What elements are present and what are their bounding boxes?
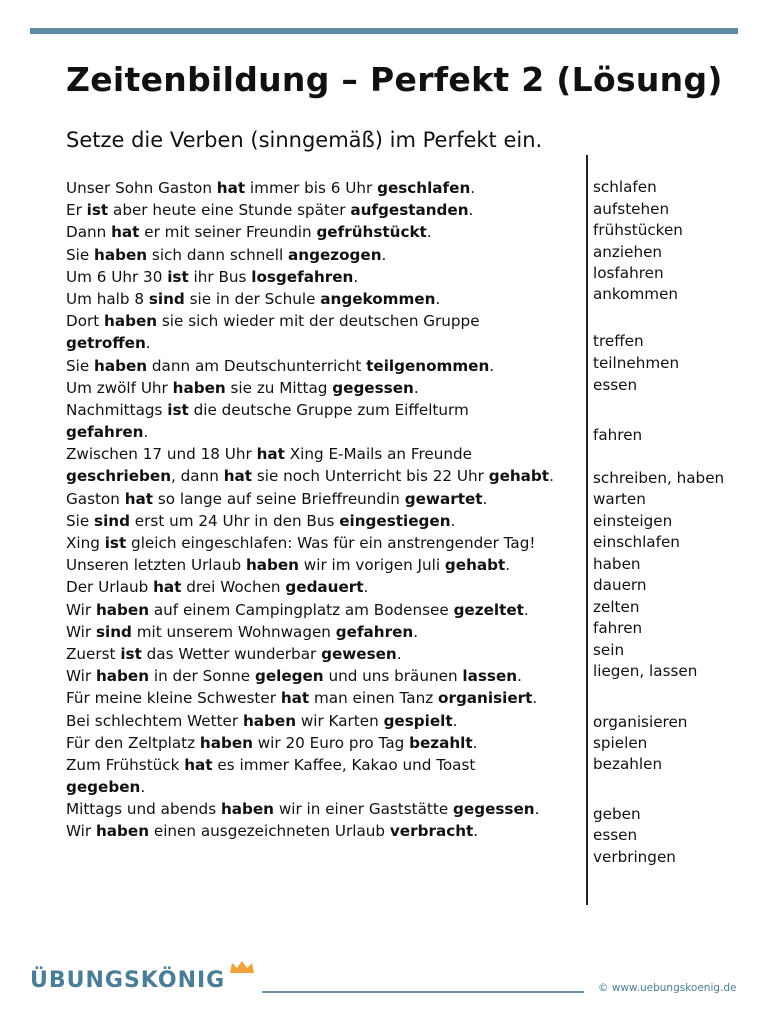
verb-hint: bezahlen: [593, 755, 663, 773]
sentence-text: .: [381, 245, 387, 264]
answer-verb: teilgenommen: [366, 356, 490, 375]
verb-hint: geben: [593, 805, 641, 823]
answer-verb: gedauert: [285, 578, 364, 597]
answer-verb: gegessen: [332, 378, 414, 397]
sentence-text: Für meine kleine Schwester: [66, 689, 281, 708]
sentence-text: drei Wochen: [181, 578, 286, 597]
logo-text: ÜBUNGSKÖNIG: [30, 968, 226, 993]
answer-verb: haben: [95, 667, 150, 686]
sentence-line: [66, 532, 586, 554]
answer-verb: hat: [184, 755, 213, 774]
sentence-text: die deutsche Gruppe zum Eiffelturm: [188, 400, 469, 419]
sentence-line: [66, 554, 586, 576]
sentence-text: man einen Tanz: [309, 689, 439, 708]
sentence-text: wir im vorigen Juli: [298, 556, 445, 575]
sentence-text: so lange auf seine Brieffreundin: [153, 489, 405, 508]
answer-verb: gewartet: [404, 489, 483, 508]
sentence-text: mit unserem Wohnwagen: [131, 622, 336, 641]
sentence-line: [66, 310, 586, 332]
answer-verb: ist: [167, 267, 189, 286]
sentence-text: .: [396, 644, 402, 663]
sentence-text: Zwischen 17 und 18 Uhr: [66, 445, 257, 464]
verb-hint: frühstücken: [593, 221, 683, 239]
sentence-line: [66, 266, 586, 288]
sentence-text: Sie: [66, 245, 95, 264]
footer-divider: [262, 991, 584, 993]
sentence-line: [66, 399, 586, 421]
sentence-text: .: [413, 622, 419, 641]
answer-verb: sind: [94, 511, 130, 530]
answer-verb: gefahren: [335, 622, 414, 641]
sentence-line: [66, 820, 586, 842]
verb-hint: losfahren: [593, 264, 664, 282]
sentence-line: [66, 754, 586, 776]
sentence-line: [66, 377, 586, 399]
sentence-text: .: [470, 179, 476, 197]
sentence-text: Unser Sohn Gaston: [66, 179, 217, 197]
sentence-line: [66, 687, 586, 709]
sentence-text: er mit seiner Freundin: [139, 223, 317, 242]
sentence-text: aber heute eine Stunde später: [108, 201, 351, 220]
sentence-text: .: [482, 489, 488, 508]
sentence-text: Xing: [66, 534, 105, 552]
sentence-text: Er: [66, 201, 87, 220]
answer-verb: verbracht: [389, 822, 474, 841]
sentence-text: es immer Kaffee, Kakao und Toast: [212, 755, 476, 774]
sentence-line: [66, 643, 586, 665]
sentence-text: dann am Deutschunterricht: [147, 356, 367, 375]
answer-verb: ist: [167, 400, 189, 419]
answer-verb: gefahren: [66, 423, 144, 442]
verb-hint: spielen: [593, 734, 648, 752]
sentence-text: .: [473, 822, 479, 841]
sentence-text: Für den Zeltplatz: [66, 733, 200, 752]
sentence-text: .: [489, 356, 495, 375]
sentence-line: [66, 177, 586, 199]
sentence-line: [66, 355, 586, 377]
sentence-line: [66, 332, 586, 354]
answer-verb: gegessen: [453, 800, 535, 819]
answer-verb: haben: [94, 245, 148, 264]
answer-verb: ist: [86, 201, 109, 220]
sentence-text: ihr Bus: [188, 267, 252, 286]
answer-verb: eingestiegen: [339, 511, 451, 530]
answer-verb: hat: [153, 578, 182, 597]
sentence-text: Nachmittags: [66, 400, 168, 419]
answer-verb: haben: [242, 711, 297, 730]
answer-verb: sind: [95, 622, 132, 641]
sentence-text: .: [532, 689, 538, 708]
sentence-text: Sie: [66, 511, 95, 530]
column-divider: [586, 155, 588, 905]
verb-hint: zelten: [593, 598, 640, 616]
sentence-text: sich dann schnell: [147, 245, 289, 264]
answer-verb: hat: [124, 489, 154, 508]
answer-verb: angekommen: [320, 289, 436, 308]
verb-hint: schlafen: [593, 178, 657, 196]
sentence-text: das Wetter wunderbar: [141, 644, 322, 663]
sentence-text: .: [143, 423, 149, 442]
sentence-text: gleich eingeschlafen: Was für ein anstrengender Tag!: [126, 534, 536, 552]
verb-hint: liegen, lassen: [593, 662, 698, 680]
sentence-line: [66, 221, 586, 243]
verb-hint: fahren: [593, 426, 643, 444]
sentence-text: wir in einer Gaststätte: [274, 800, 454, 819]
sentence-text: Um zwölf Uhr: [66, 378, 173, 397]
verb-hint: dauern: [593, 576, 647, 594]
verb-hint: essen: [593, 376, 638, 394]
sentence-text: .: [534, 800, 540, 819]
sentence-line: [66, 776, 586, 798]
verb-hint: ankommen: [593, 285, 679, 303]
answer-verb: haben: [95, 822, 150, 841]
verb-hint: verbringen: [593, 848, 676, 866]
sentence-text: Dort: [66, 312, 105, 331]
answer-verb: gegeben: [66, 778, 141, 797]
sentence-text: .: [413, 378, 419, 397]
sentence-text: .: [140, 778, 146, 797]
sentence-line: [66, 599, 586, 621]
exercise-sentences: [66, 177, 586, 843]
instruction-text: Setze die Verben (sinngemäß) im Perfekt ein.: [66, 128, 543, 152]
sentence-text: Sie: [66, 356, 95, 375]
verb-hint: aufstehen: [593, 200, 670, 218]
answer-verb: ist: [120, 644, 142, 663]
answer-verb: sind: [148, 289, 185, 308]
sentence-text: Bei schlechtem Wetter: [66, 711, 243, 730]
sentence-text: in der Sonne: [149, 667, 255, 686]
sentence-text: .: [435, 289, 441, 308]
page-title: Zeitenbildung – Perfekt 2 (Lösung): [66, 60, 723, 99]
answer-verb: hat: [111, 223, 140, 242]
sentence-text: .: [426, 223, 432, 242]
sentence-text: Der Urlaub: [66, 578, 154, 597]
answer-verb: haben: [94, 356, 148, 375]
sentence-text: immer bis 6 Uhr: [245, 179, 378, 197]
answer-verb: haben: [172, 378, 226, 397]
sentence-line: [66, 288, 586, 310]
answer-verb: haben: [95, 600, 150, 619]
answer-verb: ist: [104, 534, 127, 552]
sentence-text: Wir: [66, 622, 96, 641]
sentence-text: sie zu Mittag: [225, 378, 333, 397]
sentence-text: sie in der Schule: [184, 289, 321, 308]
logo: [30, 958, 270, 998]
sentence-line: [66, 798, 586, 820]
crown-icon: [229, 960, 255, 974]
answer-verb: gezeltet: [453, 600, 524, 619]
verb-hint: warten: [593, 490, 646, 508]
sentence-text: erst um 24 Uhr in den Bus: [129, 511, 340, 530]
answer-verb: aufgestanden: [350, 201, 469, 220]
sentence-line: [66, 421, 586, 443]
sentence-text: .: [452, 711, 458, 730]
answer-verb: bezahlt: [409, 733, 473, 752]
answer-verb: geschlafen: [377, 179, 471, 197]
sentence-text: wir 20 Euro pro Tag: [252, 733, 410, 752]
sentence-text: sie noch Unterricht bis 22 Uhr: [252, 467, 489, 486]
sentence-text: sie sich wieder mit der deutschen Gruppe: [157, 312, 480, 331]
sentence-text: und uns bräunen: [323, 667, 463, 686]
sentence-text: Wir: [66, 667, 96, 686]
answer-verb: haben: [104, 312, 158, 331]
verb-hint: einsteigen: [593, 512, 673, 530]
verb-hint: fahren: [593, 619, 643, 637]
sentence-text: Dann: [66, 223, 112, 242]
answer-verb: angezogen: [288, 245, 382, 264]
sentence-text: Wir: [66, 822, 96, 841]
answer-verb: organisiert: [438, 689, 533, 708]
sentence-text: Wir: [66, 600, 96, 619]
answer-verb: hat: [280, 689, 310, 708]
answer-verb: gehabt: [444, 556, 506, 575]
sentence-text: Um halb 8: [66, 289, 149, 308]
verb-hint: organisieren: [593, 713, 688, 731]
sentence-text: .: [472, 733, 478, 752]
sentence-text: , dann: [171, 467, 224, 486]
sentence-text: .: [363, 578, 369, 597]
sentence-text: .: [523, 600, 529, 619]
answer-verb: gelegen: [254, 667, 324, 686]
sentence-line: [66, 244, 586, 266]
verb-hint: haben: [593, 555, 641, 573]
sentence-text: Unseren letzten Urlaub: [66, 556, 246, 575]
verb-hint: treffen: [593, 332, 644, 350]
verb-hint: teilnehmen: [593, 354, 680, 372]
verb-hint: einschlafen: [593, 533, 680, 551]
sentence-line: [66, 465, 586, 487]
answer-verb: gefrühstückt: [316, 223, 427, 242]
verb-hint: anziehen: [593, 243, 663, 261]
answer-verb: hat: [216, 179, 246, 197]
answer-verb: hat: [256, 445, 285, 464]
answer-verb: haben: [199, 733, 253, 752]
sentence-text: .: [450, 511, 456, 530]
verb-hint: schreiben, haben: [593, 469, 725, 487]
sentence-line: [66, 443, 586, 465]
sentence-line: [66, 665, 586, 687]
verb-hint: sein: [593, 641, 625, 659]
sentence-line: [66, 576, 586, 598]
sentence-line: [66, 510, 586, 532]
sentence-text: Um 6 Uhr 30: [66, 267, 168, 286]
answer-verb: lassen: [462, 667, 518, 686]
sentence-text: .: [468, 201, 474, 220]
verb-hint: essen: [593, 826, 638, 844]
answer-verb: haben: [245, 556, 299, 575]
sentence-text: .: [549, 467, 554, 486]
sentence-text: einen ausgezeichneten Urlaub: [149, 822, 390, 841]
sentence-text: .: [517, 667, 522, 686]
sentence-text: Xing E-Mails an Freunde: [284, 445, 472, 464]
sentence-line: [66, 621, 586, 643]
sentence-text: Zuerst: [66, 644, 121, 663]
answer-verb: gewesen: [321, 644, 397, 663]
sentence-text: Zum Frühstück: [66, 755, 185, 774]
answer-verb: gespielt: [383, 711, 453, 730]
answer-verb: haben: [220, 800, 274, 819]
sentence-text: wir Karten: [296, 711, 384, 730]
sentence-text: auf einem Campingplatz am Bodensee: [149, 600, 454, 619]
sentence-line: [66, 199, 586, 221]
answer-verb: gehabt: [488, 467, 550, 486]
sentence-text: Gaston: [66, 489, 125, 508]
answer-verb: getroffen: [66, 334, 146, 353]
sentence-text: Mittags und abends: [66, 800, 221, 819]
answer-verb: geschrieben: [66, 467, 172, 486]
sentence-line: [66, 710, 586, 732]
top-accent-bar: [30, 28, 738, 34]
sentence-text: .: [145, 334, 151, 353]
sentence-text: .: [353, 267, 359, 286]
answer-verb: hat: [223, 467, 253, 486]
sentence-line: [66, 732, 586, 754]
sentence-text: .: [505, 556, 511, 575]
footer-url: © www.uebungskoenig.de: [598, 982, 737, 994]
sentence-line: [66, 488, 586, 510]
answer-verb: losgefahren: [251, 267, 354, 286]
